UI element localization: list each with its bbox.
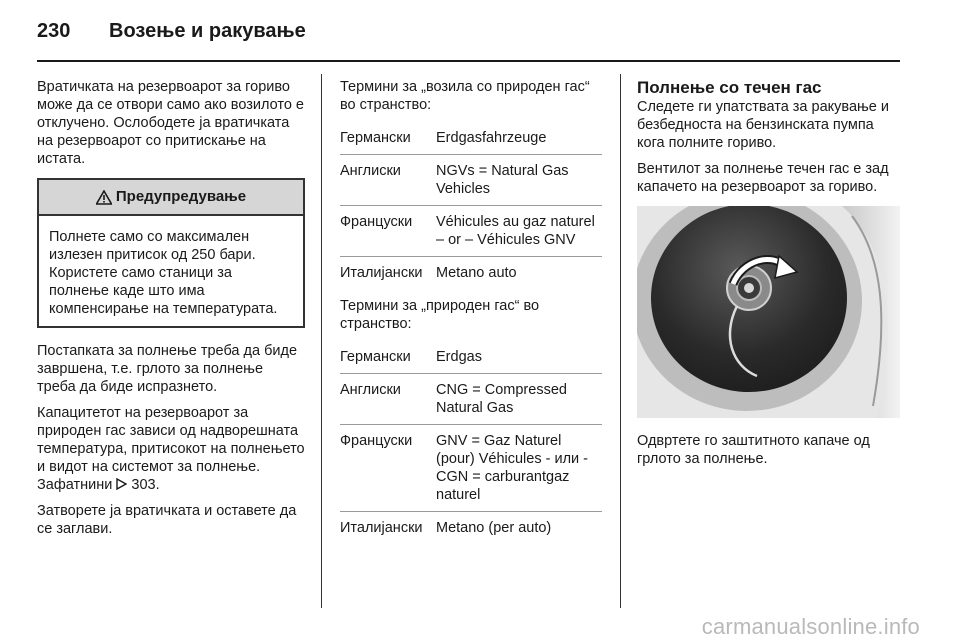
capacity-text: Капацитетот на резервоарот за природен гас зависи од надворешната температура, притисокот на полнењето и видот на системот за полнење. <box>37 405 305 475</box>
capacity-paragraph <box>37 404 305 494</box>
language-cell: Англиски <box>340 163 401 179</box>
column-divider <box>620 74 621 608</box>
table-row <box>340 374 602 425</box>
safety-paragraph: Следете ги упатствата за ракување и безбедноста на бензинската пумпа кога полните гориво. <box>637 99 889 151</box>
table-row <box>340 257 602 289</box>
warning-header <box>39 180 303 216</box>
warning-icon <box>96 190 112 205</box>
term-cell: Metano auto <box>436 265 517 281</box>
page-header <box>37 14 907 58</box>
term-cell: GNV = Gaz Naturel (pour) Véhicules - или - CGN = carburantgaz naturel <box>436 433 588 503</box>
section-title: Полнење со течен гас <box>637 78 822 97</box>
term-cell: NGVs = Natural Gas Vehicles <box>436 163 569 197</box>
chapter-title: Возење и ракување <box>109 20 306 42</box>
gas-terms-table <box>340 341 602 544</box>
column-right <box>637 78 905 476</box>
language-cell: Италијански <box>340 520 423 536</box>
vehicle-terms-intro: Термини за „возила со природен гас“ во странство: <box>340 79 590 113</box>
gas-terms-intro: Термини за „природен гас“ во странство: <box>340 298 540 332</box>
warning-title: Предупредување <box>115 188 247 205</box>
term-cell: Erdgasfahrzeuge <box>436 130 547 146</box>
language-cell: Германски <box>340 349 411 365</box>
column-left <box>37 78 305 546</box>
column-middle <box>340 78 602 552</box>
fuel-door-paragraph: Вратичката на резервоарот за гориво може да се отвори само ако возилото е отклучено. Ослободете ја вратичката на резервоарот со притискање на истата. <box>37 79 304 167</box>
table-row <box>340 206 602 257</box>
term-cell: Erdgas <box>436 349 482 365</box>
language-cell: Италијански <box>340 265 423 281</box>
filler-cap-illustration <box>637 206 900 418</box>
table-row <box>340 122 602 155</box>
table-row <box>340 155 602 206</box>
table-row <box>340 425 602 512</box>
term-cell: CNG = Compressed Natural Gas <box>436 382 567 416</box>
filler-cap-drawing <box>637 206 900 418</box>
term-cell: Véhicules au gaz naturel – or – Véhicules GNV <box>436 214 595 248</box>
page-number: 230 <box>37 20 71 42</box>
table-row <box>340 341 602 374</box>
capacity-ref-text: Зафатнини <box>37 477 117 493</box>
procedure-paragraph: Постапката за полнење треба да биде завршена, т.е. грлото за полнење треба да биде испразнето. <box>37 343 298 395</box>
warning-box <box>37 178 305 328</box>
term-cell: Metano (per auto) <box>436 520 552 536</box>
table-row <box>340 512 602 544</box>
column-divider <box>321 74 322 608</box>
close-door-paragraph: Затворете ја вратичката и оставете да се заглави. <box>37 503 297 537</box>
language-cell: Англиски <box>340 382 401 398</box>
arrow-reference-icon <box>116 478 127 490</box>
figure-caption: Одвртете го заштитното капаче од грлото за полнење. <box>637 433 870 467</box>
valve-location-paragraph: Вентилот за полнење течен гас е зад капачето на резервоарот за гориво. <box>637 161 889 195</box>
page-reference-link[interactable]: 303. <box>131 477 160 493</box>
warning-text: Полнете само со максимален излезен притисок од 250 бари. Користете само станици за полнење каде што има компенсирање на температурата. <box>49 229 278 317</box>
language-cell: Германски <box>340 130 411 146</box>
watermark: carmanualsonline.info <box>701 614 920 639</box>
language-cell: Француски <box>340 214 413 230</box>
vehicle-terms-table <box>340 122 602 289</box>
language-cell: Француски <box>340 433 413 449</box>
header-rule <box>37 60 900 62</box>
